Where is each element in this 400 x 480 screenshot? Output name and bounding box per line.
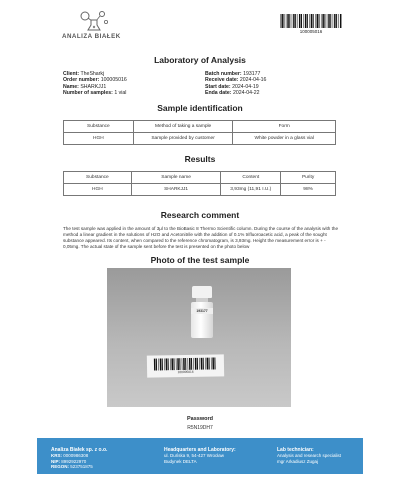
card-barcode-number: 100005016: [177, 369, 194, 375]
meta-client: Client: TheSharkj: [63, 71, 105, 77]
page-title: Laboratory of Analysis: [154, 55, 246, 65]
meta-receive: Receive date: 2024-04-16: [205, 77, 267, 84]
nip: NIP: 8992922970: [51, 458, 87, 464]
barcode-card: [147, 354, 224, 377]
meta-right: [205, 71, 266, 97]
meta-end: Enda date: 2024-04-22: [205, 90, 260, 97]
logo-text: ANALIZA BIAŁEK: [62, 33, 121, 40]
footer-headquarters: [164, 447, 236, 464]
meta-samples: Number of samples: 1 vial: [63, 90, 127, 97]
footer: [37, 438, 363, 474]
vial-label: 193177: [191, 308, 213, 314]
meta-start: Start date: 2024-04-19: [205, 83, 259, 90]
company-logo: [62, 10, 126, 40]
table-cell: SHARKJJ1: [131, 184, 221, 196]
table-row: [64, 133, 336, 145]
order-barcode: [279, 14, 343, 34]
meta-left: [63, 71, 127, 97]
regon: REGON: 523751875: [51, 464, 93, 469]
krs: KRS: 0000986308: [51, 453, 89, 458]
table-cell: HGH: [64, 184, 132, 196]
barcode-number: 100005016: [299, 29, 323, 34]
table-cell: Sample provided by customer: [133, 133, 233, 145]
section-title-sample-identification: Sample identification: [157, 103, 243, 113]
table-cell: HGH: [64, 133, 134, 145]
section-title-research-comment: Research comment: [160, 210, 240, 220]
table-header-cell: Substance: [64, 121, 134, 133]
hq-title: Headquarters and Laboratory:: [164, 447, 236, 453]
table-cell: 3,93mg (11,91 I.U.): [221, 184, 281, 196]
table-header-cell: Purity: [281, 172, 336, 184]
sample-photo: [107, 268, 291, 407]
sample-identification-table: [63, 120, 336, 145]
table-header-cell: Form: [233, 121, 336, 133]
meta-name: Name: SHARKJJ1: [63, 83, 107, 90]
table-cell: White powder in a glass vial: [233, 133, 336, 145]
table-header-row: [64, 121, 336, 133]
table-row: [64, 184, 336, 196]
table-header-cell: Sample name: [131, 172, 221, 184]
section-title-photo: Photo of the test sample: [150, 255, 250, 265]
tech-role: Analysis and research specialist: [277, 453, 342, 458]
results-table: [63, 171, 336, 196]
section-title-results: Results: [184, 154, 216, 164]
barcode-icon: [279, 14, 343, 28]
table-header-cell: Content: [221, 172, 281, 184]
vial-image: [190, 286, 214, 338]
password-value: R5N19DH7: [187, 425, 213, 431]
password-label: Password: [187, 416, 213, 422]
table-cell: 98%: [281, 184, 336, 196]
tech-name: mgr Arkadiusz Zugaj: [277, 458, 319, 464]
company-name: Analiza Białek sp. z o.o.: [51, 447, 108, 453]
tech-title: Lab technician:: [277, 447, 314, 453]
table-header-cell: Substance: [64, 172, 132, 184]
footer-lab-technician: [277, 447, 341, 464]
table-header-row: [64, 172, 336, 184]
meta-order: Order number: 100005016: [63, 77, 127, 84]
footer-company: [51, 447, 107, 470]
vial-cap: [192, 286, 212, 298]
hq-building: Budynek DELTA: [164, 458, 197, 464]
lab-flask-logo-icon: [77, 10, 111, 32]
meta-batch: Batch number: 193177: [205, 71, 261, 77]
research-comment-text: The test sample was applied in the amount of 3μl to the BioBasic 8 Thermo Scientific column. During the course of the analysis with the method a linear gradient in the solutions of H2O and Acetonitrile with the addition of 0.1% trifluoroacetic acid, a peak of the sought substance appeared. Its content, when compared to the reference chromatogram, is 3,93mg. Height the measurement error is + - 0,05mg. The actual state of the sample sent before the test is presented on the photo below: [63, 226, 339, 249]
hq-address: ul. Duńska 9, 54-427 Wrocław: [164, 453, 224, 458]
table-header-cell: Method of taking a sample: [133, 121, 233, 133]
